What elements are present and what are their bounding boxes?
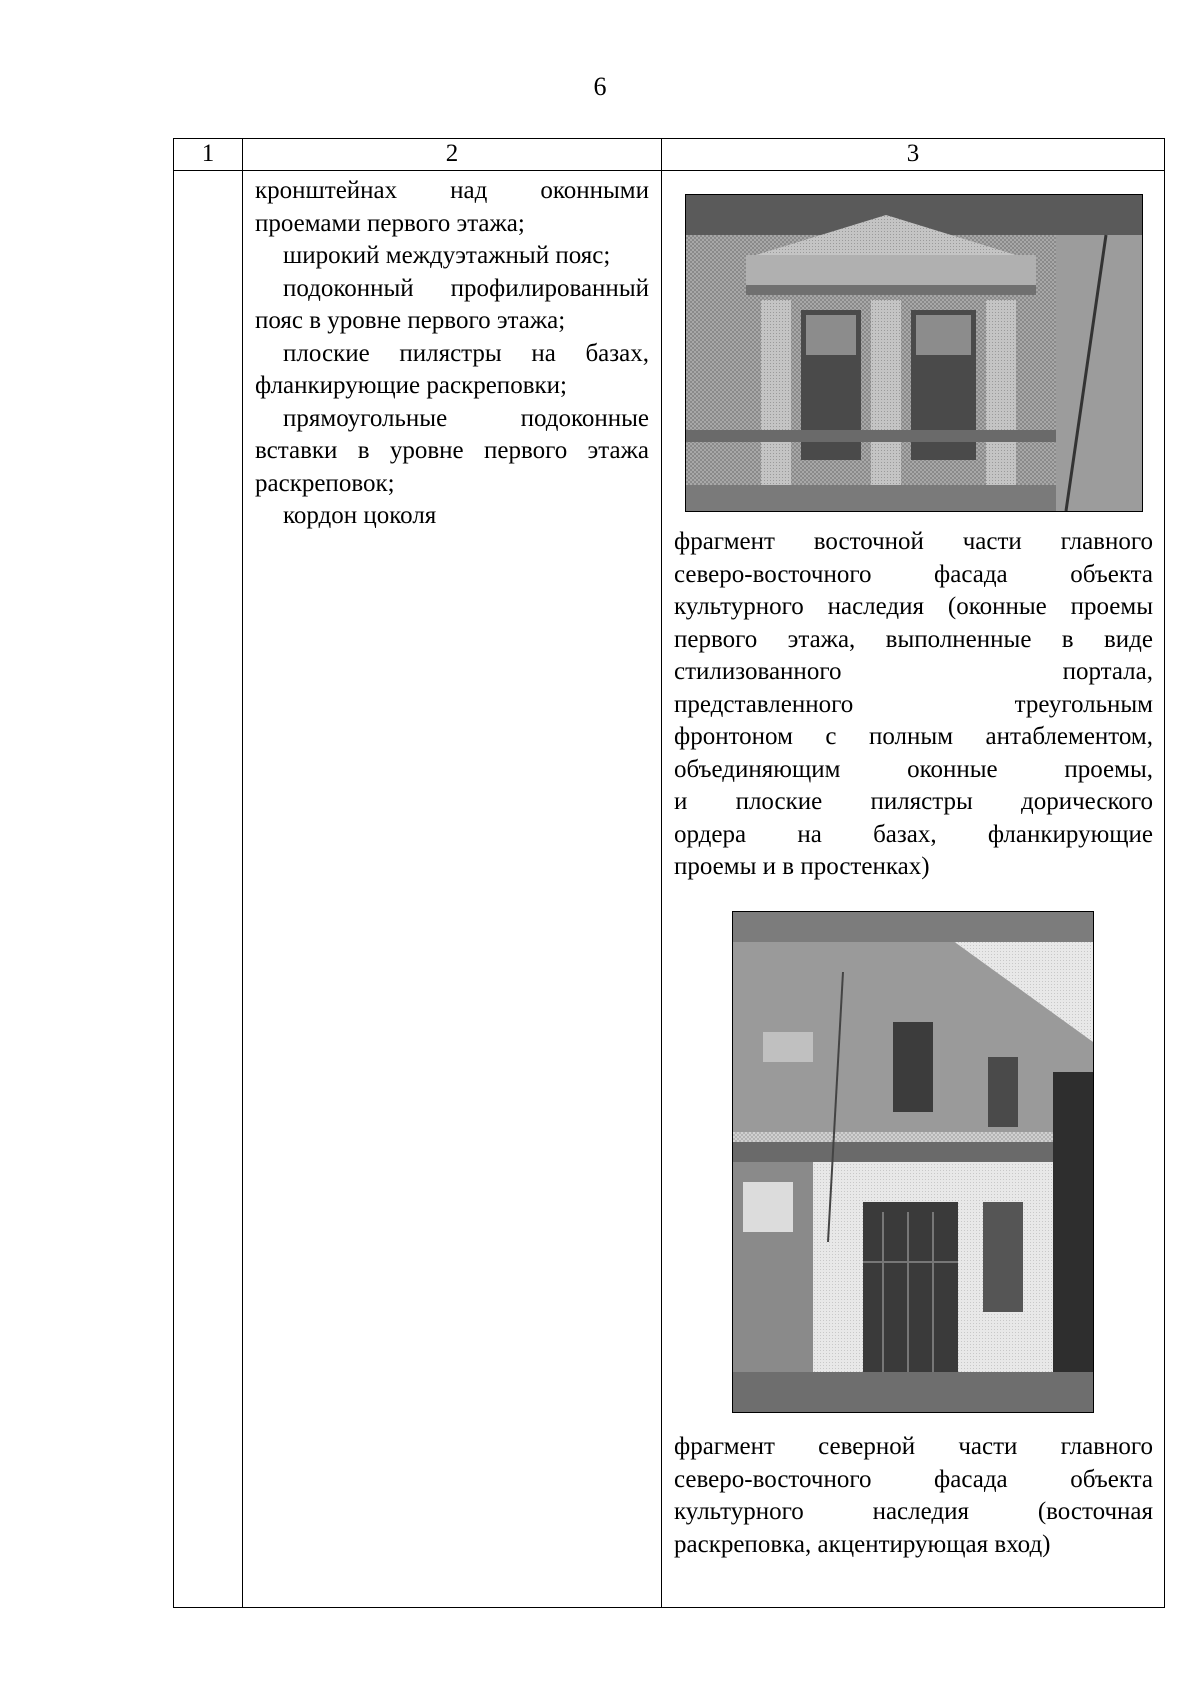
description-line: кронштейнах над оконными	[255, 177, 649, 204]
caption-line: и плоские пилястры дорического	[674, 788, 1153, 815]
caption-line: северо-восточного фасада объекта	[674, 1465, 1153, 1493]
table-row	[174, 171, 1165, 1608]
page-number: 6	[593, 72, 607, 101]
description-table	[173, 138, 1165, 1608]
caption-line: фрагмент северной части главного	[674, 1433, 1153, 1460]
caption-line: проемы и в простенках)	[674, 853, 930, 880]
caption-line: первого этажа, выполненные в виде	[674, 625, 1153, 653]
caption-line: фрагмент восточной части главного	[674, 528, 1153, 555]
caption-line: объединяющим оконные проемы,	[674, 755, 1153, 783]
header-col-3: 3	[662, 139, 1165, 171]
table-header-row	[174, 139, 1165, 171]
description-line: подоконный профилированный	[283, 274, 649, 302]
photo-caption-north	[674, 1431, 1153, 1561]
description-line: пояс в уровне первого этажа;	[255, 307, 566, 334]
caption-line: северо-восточного фасада объекта	[674, 560, 1153, 588]
caption-line: фронтоном с полным антаблементом,	[674, 723, 1153, 750]
caption-line: раскреповка, акцентирующая вход)	[674, 1530, 1051, 1558]
photo-cell	[662, 171, 1165, 1608]
header-col-2: 2	[243, 139, 662, 171]
caption-line: культурного наследия (восточная	[674, 1498, 1153, 1525]
facade-photo-east	[685, 194, 1143, 512]
caption-line: ордера на базах, фланкирующие	[674, 820, 1153, 848]
description-line: вставки в уровне первого этажа	[255, 437, 649, 464]
facade-photo-north	[732, 911, 1094, 1413]
description-cell	[243, 171, 662, 1608]
facade-photo-east-image	[686, 195, 1142, 511]
description-text	[243, 171, 661, 533]
photo-caption-east	[674, 526, 1153, 884]
number-cell	[174, 171, 243, 1608]
description-line: фланкирующие раскреповки;	[255, 372, 567, 399]
description-line: прямоугольные подоконные	[283, 404, 649, 432]
header-col-1: 1	[174, 139, 243, 171]
caption-line: стилизованного портала,	[674, 658, 1153, 685]
facade-photo-north-image	[733, 912, 1093, 1412]
description-line: широкий междуэтажный пояс;	[283, 242, 611, 269]
caption-line: культурного наследия (оконные проемы	[674, 593, 1153, 620]
description-line: проемами первого этажа;	[255, 209, 525, 237]
caption-line: представленного треугольным	[674, 690, 1153, 718]
description-line: раскреповок;	[255, 469, 395, 497]
description-line: плоские пилястры на базах,	[283, 339, 649, 367]
description-line: кордон цоколя	[283, 502, 437, 529]
